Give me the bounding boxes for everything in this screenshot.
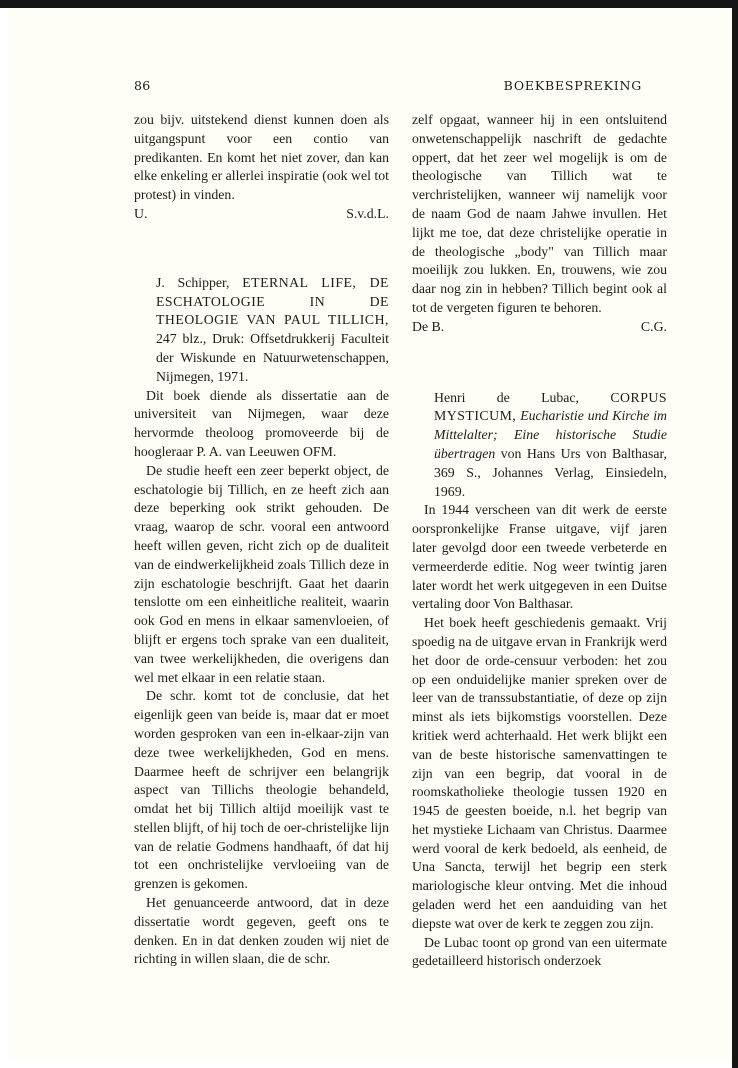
right-column (412, 111, 667, 971)
opening-paragraph: zou bijv. uitstekend dienst kunnen doen als uitgangspunt voor een contio van predikanten. En komt het niet zover, dan kan elke enkeling er allerlei inspiratie (ook wel tot protest) in vinden. (134, 112, 389, 203)
body-paragraph: De Lubac toont op grond van een uitermate gedetailleerd historisch onderzoek (412, 934, 667, 969)
signature-initials: C.G. (640, 318, 667, 334)
signature-place: De B. (412, 318, 445, 334)
review-citation (434, 389, 667, 502)
review-signature (134, 205, 389, 224)
citation-title: ETERNAL LIFE, DE ESCHATOLOGIE IN DE THEOLOGIE VAN PAUL TILLICH, (156, 274, 389, 328)
body-paragraph: Dit boek diende als dissertatie aan de universiteit van Nijmegen, waar deze hervormde theoloog promoveerde bij de hoogleraar P. A. van Leeuwen OFM. (134, 387, 389, 459)
left-column (134, 111, 389, 969)
body-paragraph: De studie heeft een zeer beperkt object, de eschatologie bij Tillich, en ze heeft zich aan deze beperking ook strikt gehouden. De vraag, waarop de schr. vooral een antwoord heeft willen geven, richt zich op de dualiteit van de eindwerkelijkheid zoals Tillich deze in zijn eschatologie beschrijft. Gaat het daarin tenslotte om een einheitliche realiteit, waarin ook God en mens in elkaar samenvloeien, of blijft er ergens toch sprake van een dualiteit, van twee werkelijkheden, die overigens dan wel met elkaar in een relatie staan. (134, 462, 389, 685)
review-citation (156, 274, 389, 387)
scan-border-right (732, 0, 738, 1068)
body-paragraph: Het boek heeft geschiedenis gemaakt. Vrij spoedig na de uitgave ervan in Frankrijk werd het door de orde-censuur verboden: het zou op een onduidelijke manier spreken over de leer van de transsubstantiatie, of deze op zijn minst als iets bijkomstigs voorstellen. Deze kritiek werd achterhaald. Het werk blijkt een van de beste historische samenvattingen te zijn van een begrip, dat vooral in de roomskatholieke theologie tussen 1920 en 1945 de geesten boeide, n.l. het begrip van het mystieke Lichaam van Christus. Daarmee werd vooral de kerk bedoeld, als eenheid, de Una Sancta, terwijl het begrip een sterk mariologische kleur ontving. Met die inhoud geladen werd het een aanduiding van het diepste wat over de kerk te zeggen zou zijn. (412, 615, 667, 931)
citation-author: Henri de Lubac, (434, 389, 579, 405)
citation-author: J. Schipper, (156, 274, 230, 290)
body-paragraph: De schr. komt tot de conclusie, dat het eigenlijk geen van beide is, maar dat er moet worden gesproken van een in-elkaar-zijn van deze twee werkelijkheden, God en mens. Daarmee heeft de schrijver een belangrijk aspect van Tillichs theologie behandeld, omdat het bij Tillich altijd moeilijk vast te stellen blijft, of hij toch de oer-christelijke lijn van de relatie Godmens handhaaft, óf dat hij tot een onchristelijke vervloeiing van de grenzen is gekomen. (134, 688, 389, 892)
citation-title: CORPUS MYSTICUM, (434, 389, 668, 424)
citation-details: 247 blz., Druk: Offsetdrukkerij Faculteit der Wiskunde en Natuurwetenschappen, Nijmegen, 1971. (156, 331, 389, 384)
review-signature (412, 318, 667, 337)
body-paragraph: Het genuanceerde antwoord, dat in deze dissertatie wordt gegeven, geeft ons te denken. En in dat denken zouden wij niet de richting in willen slaan, die de schr. (134, 895, 389, 967)
scan-border-top (0, 0, 738, 8)
body-paragraph: In 1944 verscheen van dit werk de eerste oorspronkelijke Franse uitgave, vijf jaren later gevolgd door een tweede verbeterde en vermeerderde editie. Nog weer twintig jaren later wordt het werk uitgegeven in een Duitse vertaling door Von Balthasar. (412, 502, 667, 612)
page-number: 86 (134, 78, 151, 93)
citation-details: von Hans Urs von Balthasar, 369 S., Johannes Verlag, Einsiedeln, 1969. (434, 445, 667, 499)
signature-initials: S.v.d.L. (346, 205, 389, 221)
continued-paragraph: zelf opgaat, wanneer hij in een ontsluitend onwetenschappelijk naschrift de gedachte oppert, dat het zeer wel mogelijk is om de theologische van Tillich wat te verchristelijken, wanneer wij namelijk voor de naam God de naam Jahwe invullen. Het lijkt me toe, dat deze christelijke operatie in de theologische „body" van Tillich maar moeilijk zou lukken. En, trouwens, wie zou daar nog zin in hebben? Tillich begint ook al tot de vergeten figuren te behoren. (412, 112, 667, 315)
signature-place: U. (134, 205, 148, 221)
section-title: BOEKBESPREKING (503, 78, 642, 93)
citation-subtitle: Eucharistie und Kirche im Mittelalter; Eine historische Studie übertragen (434, 408, 667, 461)
